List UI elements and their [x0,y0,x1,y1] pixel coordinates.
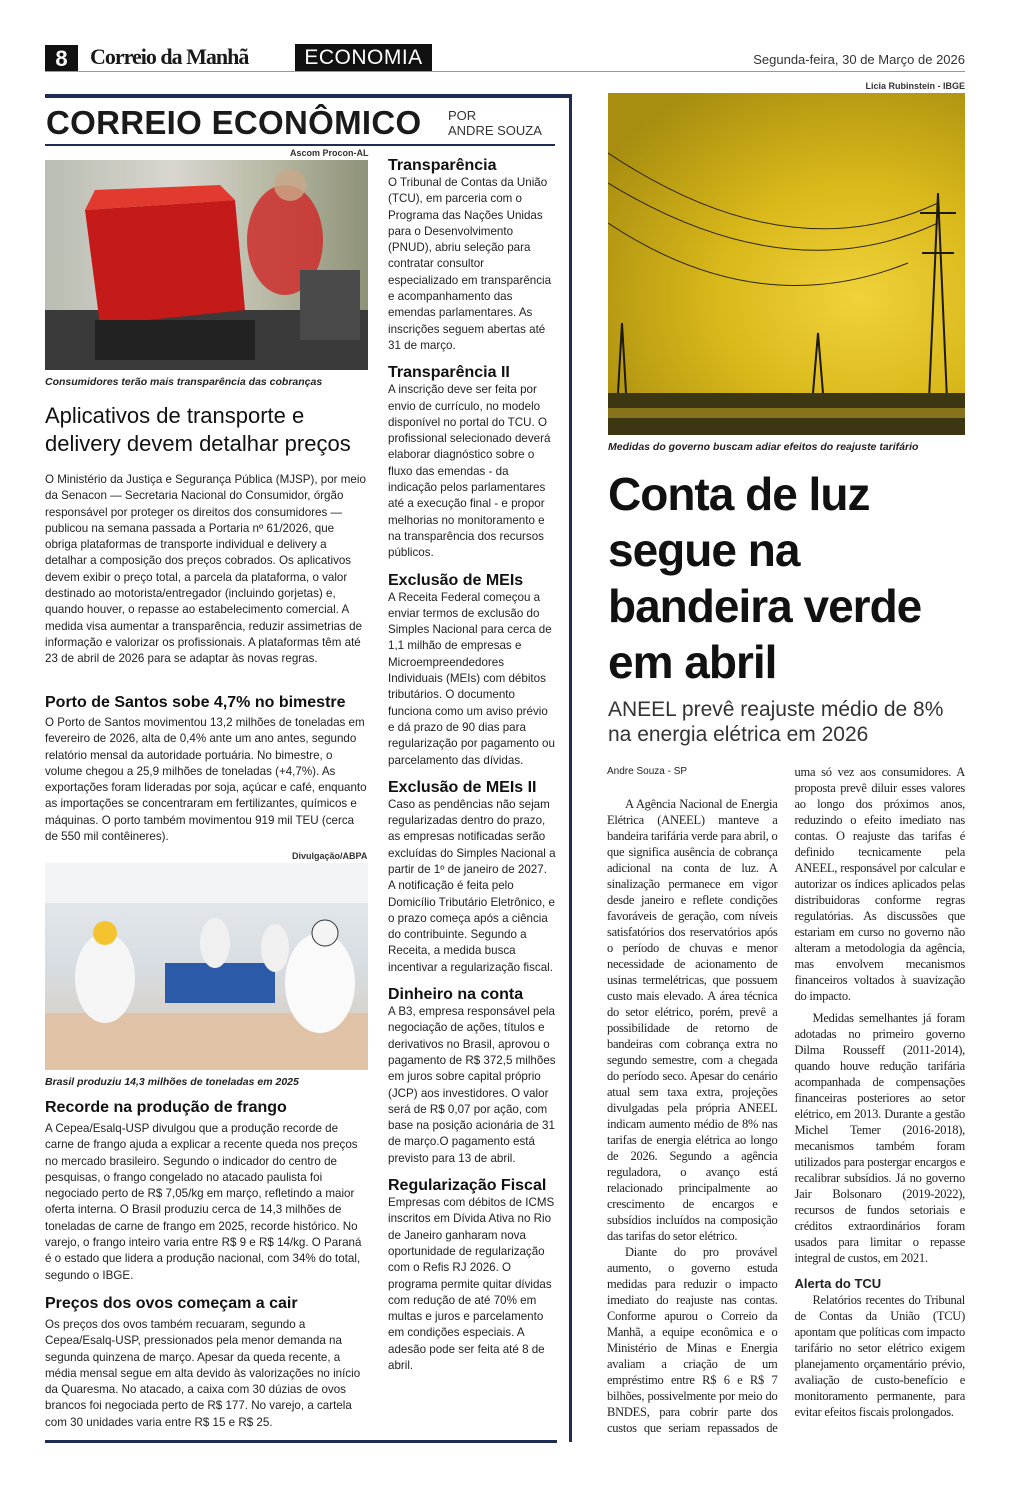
brief-title: Transparência [388,157,497,174]
briefs-column [388,157,556,1374]
brief-item [388,572,556,769]
masthead: Correio da Manhã [90,44,249,69]
main-paragraph: A Agência Nacional de Energia Elétrica (ANEEL) manteve a bandeira tarifária verde para abril, o que significa ausência de cobrança adicional na conta de luz. A sinalização permanece em vigor desde janeiro e reflete condições favoráveis de geração, com níveis satisfatórios dos reservatórios após o período de chuvas e menor necessidade de acionamento de usinas termelétricas, que possuem custo mais elevado. A área técnica do setor elétrico, porém, prevê a possibilidade de retorno de bandeiras com cobrança extra no segundo semestre, com a chegada do período seco. Apesar do cenário atual sem taxa extra, projeções divulgadas pela própria ANEEL indicam aumento médio de 8% nas tarifas de energia elétrica ao longo de 2026. Segundo a agência reguladora, o avanço está relacionado principalmente ao crescimento de encargos e subsídios incluídos na composição das tarifas do setor elétrico. [607,797,778,1243]
brief-text: A Receita Federal começou a enviar termos de exclusão do Simples Nacional para cerca de 1,1 milhão de empresas e Microempreendedores Individuais (MEIs) com débitos tributários. O documento funciona como um aviso prévio e dá prazo de 90 dias para regularização por pagamento ou parcelamento das dívidas. [388,590,555,767]
power-lines-photo [608,93,965,435]
photo-credit: Licia Rubinstein - IBGE [865,81,965,91]
brief-item [388,157,556,354]
photo-caption: Medidas do governo buscam adiar efeitos do reajuste tarifário [608,441,919,453]
body-ovos: Os preços dos ovos também recuaram, segundo a Cepea/Esalq-USP, pressionados pela menor demanda na segunda quinzena de março. Apesar da queda recente, a média mensal segue em alta devido às valorizações no início da Quaresma. No atacado, a caixa com 30 dúzias de ovos brancos foi negociada perto de R$ 177. No varejo, a cartela com 30 unidades varia entre R$ 15 e R$ 25. [45,1318,361,1429]
title-divider [45,144,555,146]
brief-item [388,1177,556,1374]
delivery-photo [45,160,368,370]
chicken-factory-photo [45,863,368,1070]
brief-title: Exclusão de MEIs II [388,778,537,796]
brief-title: Regularização Fiscal [388,1177,547,1195]
brief-text: A inscrição deve ser feita por envio de currículo, no modelo disponível no portal do TCU. O profissional selecionado deverá elaborar diagnóstico sobre o fluxo das emendas - da indicação pelos parlamentares até a execução final - e propor melhorias no monitoramento e na transparência dos recursos públicos. [388,383,551,560]
subheading-ovos: Preços dos ovos começam a cair [45,1295,298,1312]
section-label: ECONOMIA [295,44,432,72]
brief-title: Transparência II [388,364,510,382]
column-frame-bottom [45,1440,557,1443]
main-headline: Conta de luz segue na bandeira verde em abril [608,468,922,688]
brief-title: Exclusão de MEIs [388,571,524,589]
page-number: 8 [45,45,78,72]
issue-date: Segunda-feira, 30 de Março de 2026 [753,52,965,67]
column-title: CORREIO ECONÔMICO [46,104,422,141]
main-subheading: Alerta do TCU [794,1276,882,1291]
photo-credit: Divulgação/ABPA [292,851,368,861]
main-paragraph: Medidas semelhantes já foram adotadas no primeiro governo Dilma Rousseff (2011-2014), quando houve redução tarifária acompanhada de compensações financeiras posteriores ao setor elétrico, em 2013. Durante a gestão Michel Temer (2016-2018), mecanismos também foram utilizados para postergar encargos e recalibrar subsídios. Já no governo Jair Bolsonaro (2019-2022), recursos de fundos setoriais e créditos extraordinários foram usados para limitar o repasse integral de custos, em 2021. [794,1011,965,1265]
brief-item [388,364,556,561]
brief-text: O Tribunal de Contas da União (TCU), em parceria com o Programa das Nações Unidas para o Desenvolvimento (PNUD), abriu seleção para contratar consultor especializado em transparência e acompanhamento das emendas parlamentares. As inscrições seguem abertas até 31 de março. [388,176,552,352]
photo-caption: Consumidores terão mais transparência das cobranças [45,376,323,388]
brief-item [388,986,556,1167]
photo-caption: Brasil produziu 14,3 milhões de toneladas em 2025 [45,1076,299,1088]
subheading-porto: Porto de Santos sobe 4,7% no bimestre [45,694,346,711]
brief-title: Dinheiro na conta [388,986,524,1004]
brief-item [388,779,556,976]
main-body [607,764,965,1436]
main-deck: ANEEL prevê reajuste médio de 8% na energia elétrica em 2026 [608,698,944,746]
body-porto: O Porto de Santos movimentou 13,2 milhões de toneladas em fevereiro de 2026, alta de 0,4% ante um ano antes, segundo relatório mensal da autoridade portuária. No bimestre, o volume chegou a 25,9 milhões de toneladas (+4,7%). As exportações foram lideradas por soja, açúcar e café, enquanto as importações se concentraram em fertilizantes, químicos e máquinas. O porto também movimentou 919 mil TEU (cerca de 550 mil contêineres). [45,716,367,844]
subheading-frango: Recorde na produção de frango [45,1099,287,1116]
power-lines-illustration [608,93,965,435]
brief-text: A B3, empresa responsável pela negociação de ações, títulos e derivativos no Brasil, aprovou o pagamento de R$ 372,5 milhões em juros sobre capital próprio (JCP) aos investidores. O valor será de R$ 0,07 por ação, com base na posição acionária de 31 de março.O pagamento está previsto para 13 de abril. [388,1005,556,1165]
main-paragraph: Diante do pro provável aumento, o governo estuda medidas para reduzir o impacto imediato do reajuste nas contas. Conforme apurou o Correio da Manhã, a equipe econômica e o Ministério de Minas e Energia avaliam a criação de um empréstimo entre R$ 6 e R$ 7 bilhões, possivelmente por meio do BNDES, para cobrir parte dos custos que seriam repassados de uma só vez aos consumidores. A proposta prevê diluir esses valores ao longo dos próximos anos, reduzindo o efeito imediato nas contas. O reajuste das tarifas é definido tecnicamente pela ANEEL, responsável por calcular e autorizar os índices aplicados pelas distribuidoras conforme regras regulatórias. As discussões que estariam em curso no governo não alteram a metodologia da agência, mas envolvem mecanismos financeiros voltados à suavização do impacto. [607,765,965,1435]
byline-author: ANDRE SOUZA [448,123,542,138]
delivery-illustration [45,160,368,370]
brief-text: Caso as pendências não sejam regularizadas dentro do prazo, as empresas notificadas serão excluídas do Simples Nacional a partir de 1º de janeiro de 2027. A notificação é feita pelo Domicílio Tributário Eletrônico, e o prazo começa após a ciência do contribuinte. Segundo a Receita, a medida busca incentivar a regularização fiscal. [388,797,556,974]
lead-headline: Aplicativos de transporte e delivery devem detalhar preços [45,403,351,456]
body-frango: A Cepea/Esalq-USP divulgou que a produção recorde de carne de frango ajuda a explicar a recente queda nos preços no mercado brasileiro. Segundo o indicador do centro de pesquisas, o frango congelado no atacado paulista foi negociado perto de R$ 7,05/kg em março, refletindo a maior oferta interna. O Brasil produziu cerca de 14,3 milhões de toneladas de carne de frango em 2025, recorde histórico. No varejo, o frango inteiro varia entre R$ 9 e R$ 14/kg. O Paraná é o estado que lidera a produção nacional, com 34% do total, segundo o IBGE. [45,1122,362,1282]
header-divider [45,71,965,72]
factory-illustration [45,863,368,1070]
byline-por: POR [448,108,477,123]
main-byline: Andre Souza - SP [607,766,688,777]
column-byline [448,108,542,138]
main-paragraph: Relatórios recentes do Tribunal de Contas da União (TCU) apontam que políticas com impacto tarifário no setor elétrico exigem planejamento orçamentário prévio, avaliação de custo-benefício e monitoramento permanente, para evitar efeitos fiscais prolongados. [794,1293,965,1419]
photo-credit: Ascom Procon-AL [290,148,369,158]
lead-body: O Ministério da Justiça e Segurança Pública (MJSP), por meio da Senacon — Secretaria Nacional do Consumidor, órgão responsável por proteger os direitos dos consumidores — publicou na semana passada a Portaria nº 61/2026, que obriga plataformas de transporte individual e delivery a detalhar a composição dos preços cobrados. Os aplicativos devem exibir o preço total, a parcela da plataforma, o valor destinado ao motorista/entregador (incluindo gorjetas) e, quando houver, o repasse ao estabelecimento comercial. A medida visa aumentar a transparência, reduzir assimetrias de informação e valorizar os profissionais. A plataformas têm até 23 de abril de 2026 para se adaptar às novas regras. [45,473,366,666]
brief-text: Empresas com débitos de ICMS inscritos em Dívida Ativa no Rio de Janeiro ganharam nova oportunidade de regularização com o Refis RJ 2026. O programa permite quitar dívidas com redução de até 70% em multas e juros e parcelamento em condições especiais. A adesão pode ser feita até 8 de abril. [388,1196,555,1372]
